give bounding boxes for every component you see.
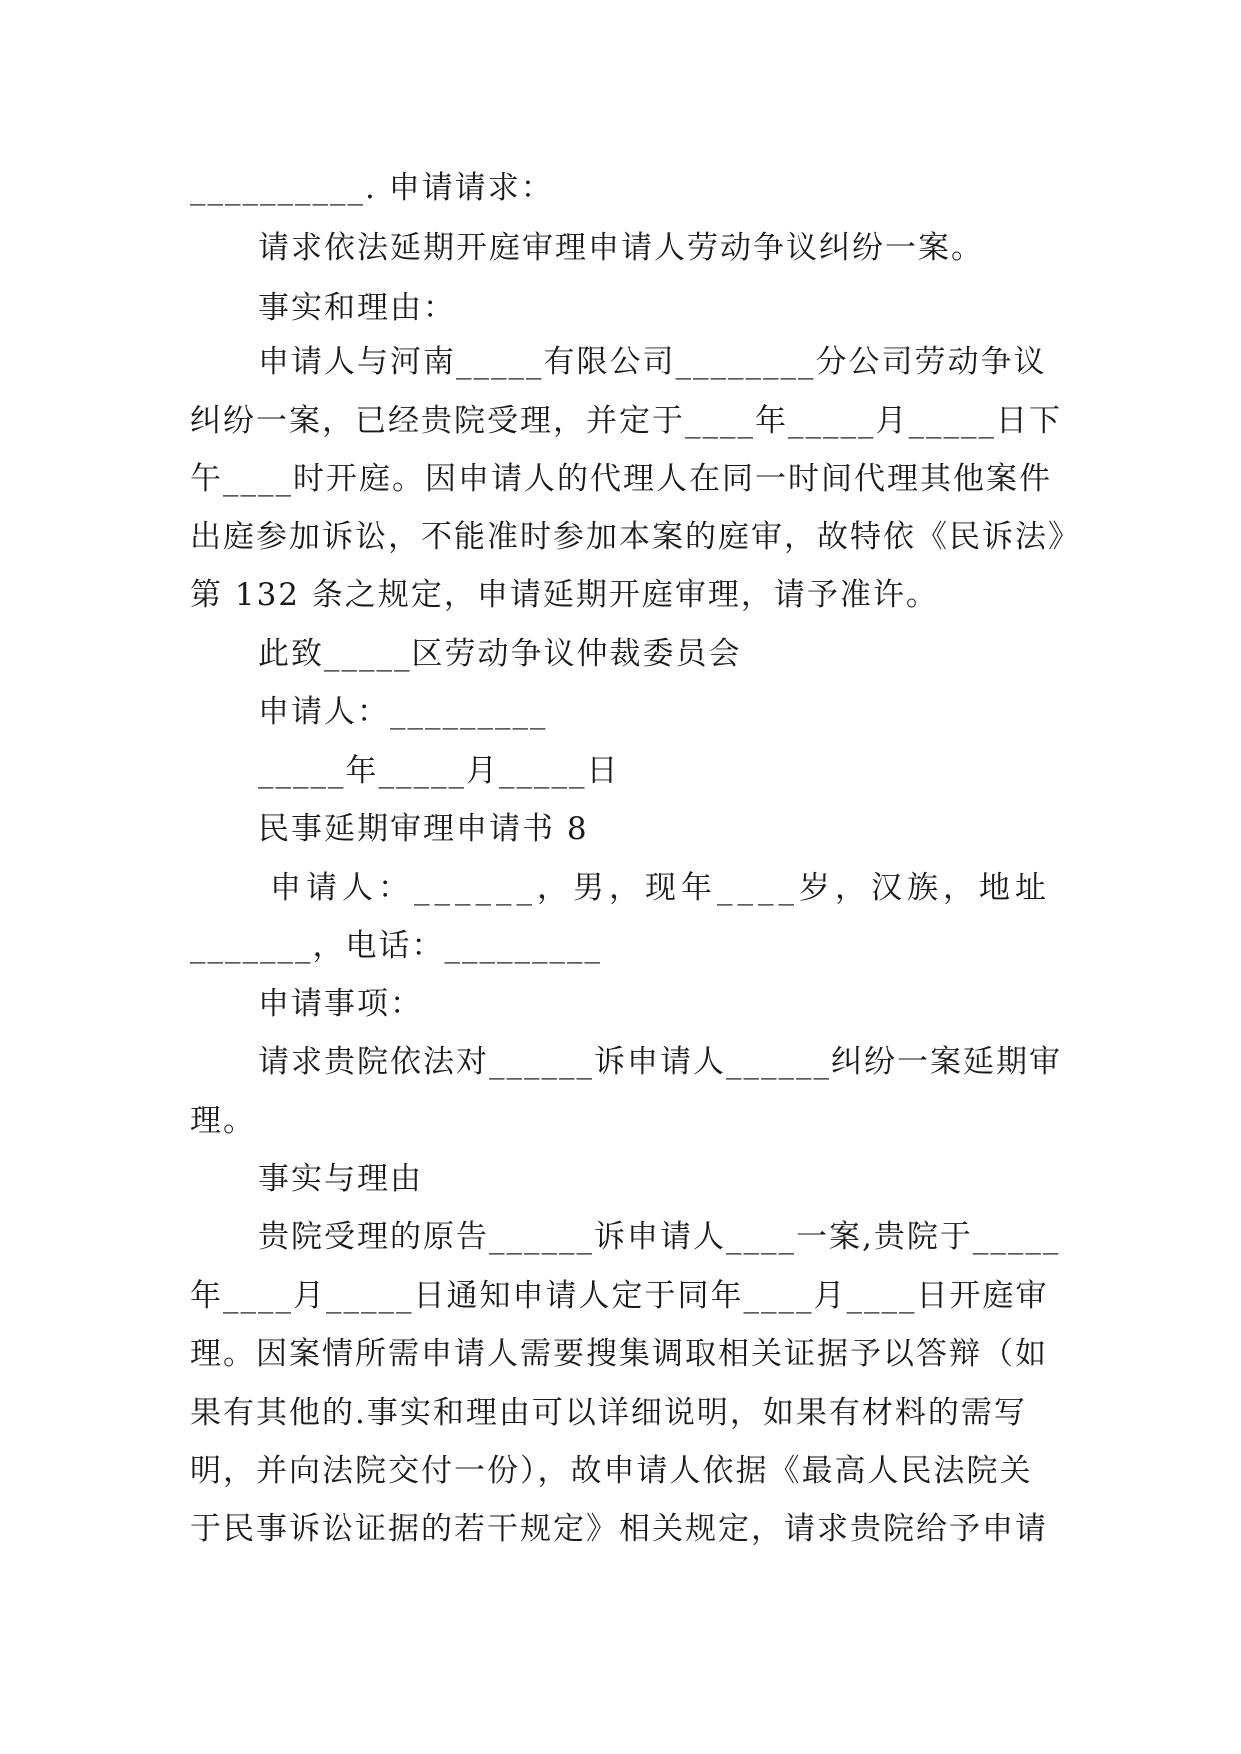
text-line-8: 第 132 条之规定，申请延期开庭审理，请予准许。: [190, 577, 939, 613]
text-line-20: 年____月_____日通知申请人定于同年____月____日开庭审: [190, 1278, 1049, 1314]
text-line-3: 事实和理由：: [258, 290, 456, 326]
text-line-19: 贵院受理的原告______诉申请人____一案,贵院于_____: [258, 1219, 1061, 1255]
text-line-15: 申请事项：: [258, 986, 423, 1022]
text-line-9: 此致_____区劳动争议仲裁委员会: [258, 636, 742, 672]
text-line-10: 申请人：_________: [258, 694, 548, 730]
text-line-12: 民事延期审理申请书 8: [258, 811, 589, 847]
text-line-23: 明，并向法院交付一份），故申请人依据《最高人民法院关: [190, 1453, 1033, 1489]
text-line-17: 理。: [190, 1103, 256, 1139]
text-line-21: 理。因案情所需申请人需要搜集调取相关证据予以答辩（如: [190, 1336, 1048, 1372]
text-line-18: 事实与理由: [258, 1161, 423, 1197]
text-line-6: 午____时开庭。因申请人的代理人在同一时间代理其他案件: [190, 461, 1052, 497]
text-line-16: 请求贵院依法对______诉申请人______纠纷一案延期审: [258, 1044, 1062, 1080]
text-line-22: 果有其他的.事实和理由可以详细说明，如果有材料的需写: [190, 1395, 1027, 1431]
text-line-4: 申请人与河南_____有限公司________分公司劳动争议: [258, 344, 1047, 380]
text-line-14: _______，电话：_________: [190, 928, 602, 964]
text-line-5: 纠纷一案，已经贵院受理，并定于____年_____月_____日下: [190, 403, 1062, 439]
text-line-24: 于民事诉讼证据的若干规定》相关规定，请求贵院给予申请: [190, 1511, 1048, 1547]
text-line-7: 出庭参加诉讼，不能准时参加本案的庭审，故特依《民诉法》: [190, 519, 1081, 555]
text-line-2: 请求依法延期开庭审理申请人劳动争议纠纷一案。: [258, 230, 984, 266]
text-line-11: _____年_____月_____日: [258, 753, 620, 789]
text-line-13: 申请人：______，男，现年____岁，汉族，地址: [270, 870, 1051, 906]
text-line-1: __________. 申请请求：: [190, 170, 554, 206]
